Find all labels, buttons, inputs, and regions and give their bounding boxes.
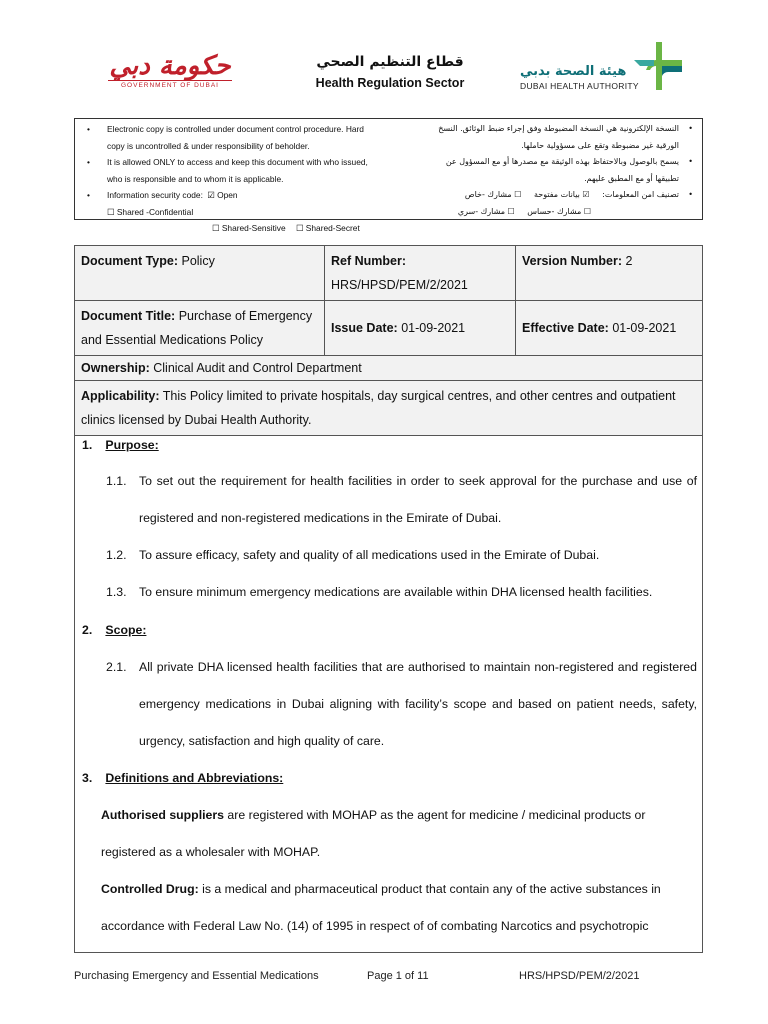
section-title: Purpose: (105, 438, 159, 452)
item-number: 1.2. (106, 548, 127, 562)
security-shared-secret-checkbox: ☐ Shared-Secret (295, 223, 360, 233)
applicability-value: This Policy limited to private hospitals, day surgical centres, and other centres and outpatient (162, 389, 676, 403)
issue-date-label: Issue Date: (331, 321, 398, 335)
disclaimer-text: copy is uncontrolled & under responsibility of beholder. (107, 140, 310, 151)
security-shared-private-checkbox-ar: ☐ مشارك -خاص (464, 190, 522, 199)
ref-number-cell (325, 246, 516, 301)
document-type-cell (75, 246, 325, 301)
dha-name-english: DUBAI HEALTH AUTHORITY (520, 81, 639, 91)
sector-title (290, 54, 490, 90)
gov-logo-arabic: حكومة دبي (109, 51, 231, 81)
issue-date-cell (325, 301, 516, 356)
security-open-checkbox-ar: ☑ بيانات مفتوحة (533, 190, 590, 199)
gov-logo-english: GOVERNMENT OF DUBAI (108, 80, 232, 89)
definition-term: Authorised suppliers (101, 808, 224, 822)
section-title: Definitions and Abbreviations: (105, 771, 284, 785)
bullet: • (688, 190, 693, 199)
item-number: 1.1. (106, 474, 127, 488)
section-heading-definitions (82, 771, 283, 785)
dha-emblem-icon (632, 40, 684, 92)
section-title: Scope: (105, 623, 147, 637)
item-number: 1.3. (106, 585, 127, 599)
ownership-cell (75, 356, 703, 381)
version-number-cell (516, 246, 703, 301)
item-text: To set out the requirement for health facilities in order to seek approval for the purchase and use of registered and non-registered medications in the Emirate of Dubai. (139, 474, 697, 525)
bullet: • (87, 124, 90, 134)
security-code-label-ar: تصنيف امن المعلومات: (602, 190, 679, 199)
effective-date-value: 01-09-2021 (612, 321, 677, 335)
security-code-label: Information security code: (107, 190, 203, 200)
effective-date-cell (516, 301, 703, 356)
ref-number-label: Ref Number: (331, 254, 407, 268)
government-of-dubai-logo (100, 52, 240, 89)
document-title-label: Document Title: (81, 309, 176, 323)
definition-term: Controlled Drug: (101, 882, 199, 896)
version-number-value: 2 (625, 254, 633, 268)
bullet: • (688, 124, 693, 133)
footer-document-name: Purchasing Emergency and Essential Medications (74, 970, 319, 982)
section-number: 1. (82, 438, 93, 452)
section-number: 2. (82, 623, 93, 637)
document-type-label: Document Type: (81, 254, 178, 268)
disclaimer-english (85, 121, 385, 237)
security-shared-sensitive-checkbox-ar: ☐ مشارك -حساس (527, 206, 591, 216)
security-shared-sensitive-checkbox: ☐ Shared-Sensitive (212, 223, 286, 233)
section-heading-scope (82, 623, 146, 637)
item-text: All private DHA licensed health facilities that are authorised to maintain non-registered and registered emergency medications in Dubai aligning with facility’s scope and based on patient needs, safety, urgency, satisfaction and high quality of care. (139, 660, 697, 748)
footer-ref-number: HRS/HPSD/PEM/2/2021 (519, 970, 640, 982)
section-number: 3. (82, 771, 93, 785)
document-type-value: Policy (181, 254, 215, 268)
bullet: • (688, 157, 693, 166)
security-open-checkbox: ☑ Open (207, 190, 238, 200)
dha-name-arabic: هيئة الصحة بدبي (520, 64, 627, 79)
applicability-value-cont: clinics licensed by Dubai Health Authority. (81, 413, 312, 427)
disclaimer-text-ar: يسمح بالوصول وبالاحتفاظ بهذه الوثيقة مع مصدرها أو مع المسؤول عن (445, 157, 679, 166)
security-shared-confidential-checkbox: ☐ Shared -Confidential (107, 206, 194, 217)
document-title-value-cont: and Essential Medications Policy (81, 333, 264, 347)
bullet: • (87, 157, 90, 167)
disclaimer-text: who is responsible and to whom it is applicable. (107, 173, 284, 184)
definition-text: are registered with MOHAP as the agent for medicine / medicinal products or registered as a wholesaler with MOHAP. (101, 808, 646, 859)
definition-authorised-suppliers (101, 797, 686, 871)
section-heading-purpose (82, 438, 159, 452)
effective-date-label: Effective Date: (522, 321, 609, 335)
disclaimer-text-ar: تطبيقها أو مع المطبق عليهم. (584, 173, 679, 183)
document-meta-table (74, 245, 703, 436)
item-text: To assure efficacy, safety and quality of all medications used in the Emirate of Dubai. (139, 548, 600, 562)
disclaimer-text: Electronic copy is controlled under document control procedure. Hard (107, 124, 364, 134)
ownership-label: Ownership: (81, 361, 150, 375)
issue-date-value: 01-09-2021 (401, 321, 466, 335)
footer-page-number: Page 1 of 11 (367, 970, 429, 982)
definition-controlled-drug (101, 871, 686, 945)
item-number: 2.1. (106, 660, 127, 674)
item-text: To ensure minimum emergency medications are available within DHA licensed health facilities. (139, 585, 653, 599)
ownership-value: Clinical Audit and Control Department (153, 361, 362, 375)
disclaimer-text: It is allowed ONLY to access and keep this document with who issued, (107, 157, 368, 167)
disclaimer-text-ar: النسخة الإلكترونية هي النسخة المضبوطة وفق إجراء ضبط الوثائق. النسخ (438, 124, 679, 133)
document-title-cell (75, 301, 325, 356)
version-number-label: Version Number: (522, 254, 623, 268)
applicability-label: Applicability: (81, 389, 160, 403)
security-shared-secret-checkbox-ar: ☐ مشارك -سري (457, 206, 515, 216)
dha-logo (520, 40, 690, 95)
sector-title-arabic: قطاع التنظيم الصحي (316, 54, 464, 70)
document-control-disclaimer (74, 118, 703, 233)
ref-number-value: HRS/HPSD/PEM/2/2021 (331, 278, 468, 292)
definition-text: is a medical and pharmaceutical product that contain any of the active substances in accordance with Federal Law No. (14) of 1995 in respect of of combating Narcotics and psychotropic (101, 882, 661, 933)
disclaimer-arabic (405, 121, 693, 220)
document-title-value: Purchase of Emergency (178, 309, 313, 323)
bullet: • (87, 190, 90, 200)
disclaimer-text-ar: الورقية غير مضبوطة وتقع على مسؤولية حاملها. (521, 140, 679, 150)
sector-title-english: Health Regulation Sector (315, 76, 465, 90)
